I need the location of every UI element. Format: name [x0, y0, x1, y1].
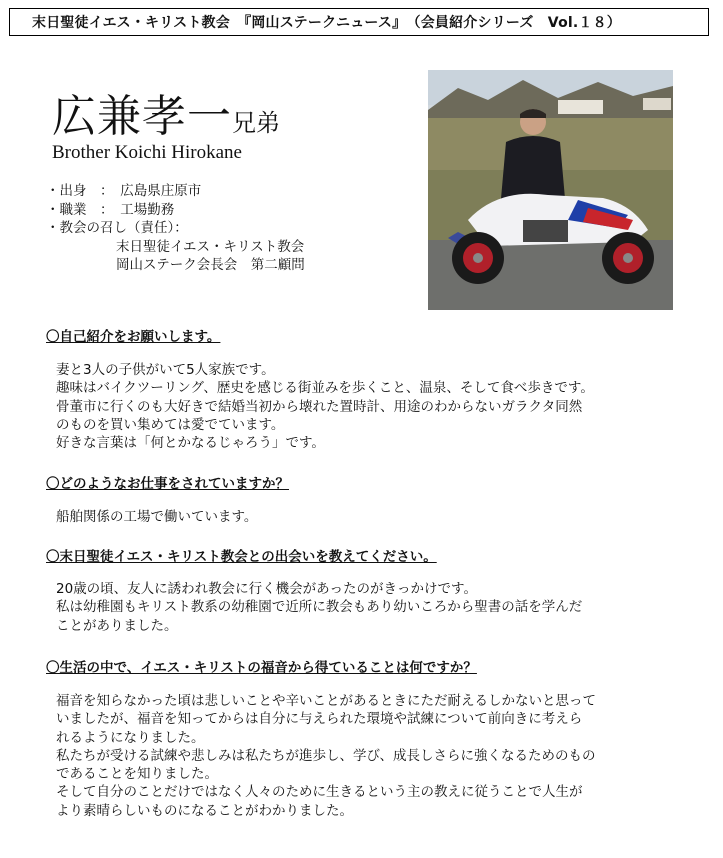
profile-occupation: ・職業 ： 工場勤務: [46, 201, 175, 218]
member-name-en: Brother Koichi Hirokane: [52, 142, 242, 163]
header-text: 末日聖徒イエス・キリスト教会 『岡山ステークニュース』 （会員紹介シリーズ Vol.１８）: [32, 15, 622, 31]
member-photo-illustration: [428, 70, 673, 310]
answer-occupation: 船舶関係の工場で働いています。: [56, 509, 258, 525]
profile-calling-label: ・教会の召し（責任）：: [46, 220, 188, 236]
question-church-encounter: 〇末日聖徒イエス・キリスト教会との出会いを教えてください。: [46, 549, 437, 565]
member-name-jp: [52, 80, 280, 144]
profile-calling-church: 末日聖徒イエス・キリスト教会: [116, 238, 305, 255]
member-name-main: 広兼孝一: [52, 91, 232, 142]
question-occupation: 〇どのようなお仕事をされていますか？: [46, 476, 289, 492]
member-name-suffix: 兄弟: [232, 109, 280, 137]
question-gospel-benefit: 〇生活の中で、イエス・キリストの福音から得ていることは何ですか？: [46, 660, 477, 676]
profile-calling-position: 岡山ステーク会長会 第二顧問: [116, 257, 305, 273]
profile-block: [46, 182, 305, 275]
question-self-intro: 〇自己紹介をお願いします。: [46, 329, 221, 345]
profile-hometown: ・出身 ： 広島県庄原市: [46, 183, 202, 199]
answer-church-encounter: 20歳の頃、友人に誘われ教会に行く機会があったのがきっかけです。 私は幼稚園もキリスト教系の幼稚園で近所に教会もあり幼いころから聖書の話を学んだ ことがありました。: [56, 581, 583, 634]
answer-self-intro: 妻と3人の子供がいて5人家族です。 趣味はバイクツーリング、歴史を感じる街並みを歩くこと、温泉、そして食べ歩きです。 骨董市に行くのも大好きで結婚当初から壊れた置時計、用途のわからないガラクタ同然 のものを買い集めては愛でています。 好きな言葉は「何とかなるじゃろう」です。: [56, 362, 594, 452]
newsletter-header: [9, 8, 709, 36]
answer-gospel-benefit: 福音を知らなかった頃は悲しいことや辛いことがあるときにただ耐えるしかないと思って いましたが、福音を知ってからは自分に与えられた環境や試練について前向きに考えら れるようになりました。 私たちが受ける試練や悲しみは私たちが進歩し、学び、成長しさらに強くなるためのもの であることを知りました。 そして自分のことだけではなく人々のために生きるという主の教えに従うことで人生が より素晴らしいものになることがわかりました。: [56, 693, 596, 819]
member-photo: [428, 70, 673, 310]
